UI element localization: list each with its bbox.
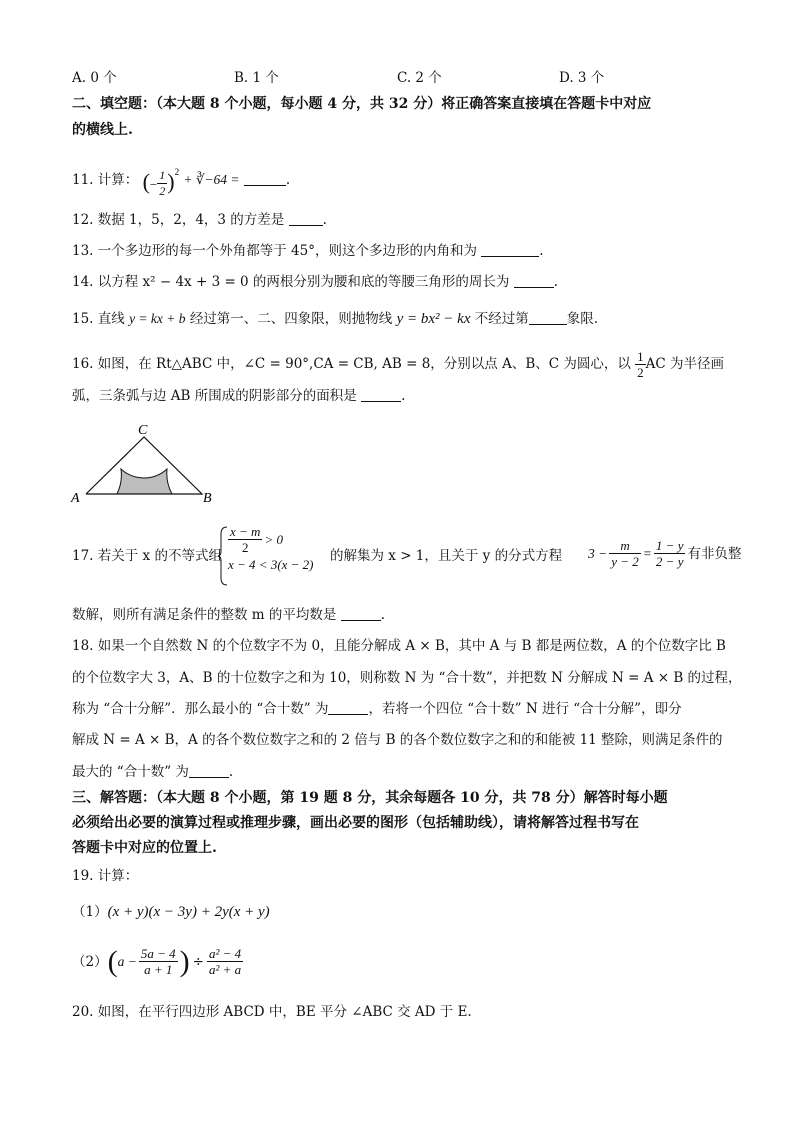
q15-post: 不经过第 bbox=[474, 311, 529, 327]
option-d: D. 3 个 bbox=[559, 70, 605, 86]
q16-text-b: AC 为半径画 bbox=[645, 356, 725, 372]
q17-ineq1-fraction: $\frac{x - m}{2}$ bbox=[230, 524, 261, 555]
section3-heading-l3: 答题卡中对应的位置上. bbox=[72, 840, 217, 856]
q15-mid: 经过第一、二、四象限，则抛物线 bbox=[189, 311, 393, 327]
shaded-region bbox=[117, 469, 172, 494]
q14-text: 14. 以方程 x² − 4x + 3 = 0 的两根分别为腰和底的等腰三角形的周长为 bbox=[72, 274, 510, 290]
triangle-figure bbox=[66, 420, 226, 510]
q17-ineq1-rhs: > 0 bbox=[264, 531, 283, 547]
q12-text: 12. 数据 1，5，2，4，3 的方差是 bbox=[72, 212, 285, 228]
q13-answer-blank[interactable] bbox=[481, 242, 539, 257]
q15-tail: 象限. bbox=[566, 311, 599, 327]
q17-inequality-system bbox=[228, 524, 314, 573]
q17-fraction-equation: 3 − $\frac{m}{y - 2}$ = $\frac{1 - y}{2 - y}$ 有非负整 bbox=[588, 538, 742, 569]
q16-half-fraction: $\frac{1}{2}$ bbox=[637, 349, 644, 380]
question-16-line1 bbox=[72, 349, 724, 380]
question-18-l4: 解成 N = A × B，A 的各个数位数字之和的 2 倍与 B 的各个数位数字之和的和能被 11 整除，则满足条件的 bbox=[72, 732, 723, 748]
q15-answer-blank[interactable] bbox=[529, 310, 567, 325]
section3-heading-l1: 三、解答题：（本大题 8 个小题，第 19 题 8 分，其余每题各 10 分，共 78 分）解答时每小题 bbox=[72, 790, 668, 806]
question-16-line2: 弧，三条弧与边 AB 所围成的阴影部分的面积是 . bbox=[72, 388, 406, 404]
question-12: 12. 数据 1，5，2，4，3 的方差是 . bbox=[72, 212, 327, 228]
vertex-b-label: B bbox=[203, 491, 212, 506]
question-18-l5: 最大的 “合十数” 为 . bbox=[72, 764, 234, 780]
option-b: B. 1 个 bbox=[234, 70, 279, 86]
question-13: 13. 一个多边形的每一个外角都等于 45°，则这个多边形的内角和为 . bbox=[72, 243, 544, 259]
q16-text-a: 16. 如图，在 Rt△ABC 中，∠C = 90°,CA = CB, AB = 8，分别以点 A、B、C 为圆心，以 bbox=[72, 356, 631, 372]
q17-ineq2: x − 4 < 3(x − 2) bbox=[228, 557, 314, 572]
vertex-c-label: C bbox=[138, 423, 148, 438]
section2-heading-cont: 的横线上. bbox=[72, 122, 133, 138]
q16-text-2: 弧，三条弧与边 AB 所围成的阴影部分的面积是 bbox=[72, 388, 357, 404]
q16-answer-blank[interactable] bbox=[361, 387, 401, 402]
q11-paren-expr: (− $\frac{1}{2}$ )$^2$ bbox=[142, 167, 180, 199]
question-17-line2: 数解，则所有满足条件的整数 m 的平均数是 . bbox=[72, 607, 385, 623]
q18-answer-blank-1[interactable] bbox=[328, 700, 368, 715]
q12-answer-blank[interactable] bbox=[289, 211, 323, 226]
q13-text: 13. 一个多边形的每一个外角都等于 45°，则这个多边形的内角和为 bbox=[72, 243, 477, 259]
q11-expr: + ∛−64 = bbox=[183, 172, 240, 188]
question-15 bbox=[72, 309, 598, 329]
section3-heading-l2: 必须给出必要的演算过程或推理步骤，画出必要的图形（包括辅助线），请将解答过程书写在 bbox=[72, 815, 639, 831]
question-11: 11. 计算： (− $\frac{1}{2}$ )$^2$ + ∛−64 = . bbox=[72, 162, 290, 199]
question-14: 14. 以方程 x² − 4x + 3 = 0 的两根分别为腰和底的等腰三角形的周长为 . bbox=[72, 274, 559, 290]
question-18-l1: 18. 如果一个自然数 N 的个位数字不为 0，且能分解成 A × B，其中 A 与 B 都是两位数，A 的个位数字比 B bbox=[72, 638, 726, 654]
q15-pre: 15. 直线 bbox=[72, 311, 125, 327]
question-19-part1: （1）(x + y)(x − 3y) + 2y(x + y) bbox=[72, 904, 270, 920]
question-17-prefix: 17. 若关于 x 的不等式组 bbox=[72, 548, 222, 564]
question-20: 20. 如图，在平行四边形 ABCD 中，BE 平分 ∠ABC 交 AD 于 E. bbox=[72, 1004, 472, 1020]
question-19-part2: （2） ( a − $\frac{5a - 4}{a + 1}$ ) ÷ $\frac{\text{a² − 4}}{\text{a² + a}}$ bbox=[72, 944, 242, 978]
q15-line-eq: y = kx + b bbox=[129, 311, 186, 326]
question-19-title: 19. 计算： bbox=[72, 868, 139, 884]
q18-answer-blank-2[interactable] bbox=[189, 763, 229, 778]
q14-answer-blank[interactable] bbox=[514, 273, 554, 288]
option-a: A. 0 个 bbox=[72, 70, 117, 86]
question-18-l2: 的个位数字大 3，A、B 的十位数字之和为 10，则称数 N 为 “合十数”，并把数 N 分解成 N = A × B 的过程， bbox=[72, 670, 742, 686]
option-c: C. 2 个 bbox=[397, 70, 442, 86]
section2-heading: 二、填空题：（本大题 8 个小题，每小题 4 分，共 32 分）将正确答案直接填在答题卡中对应 bbox=[72, 96, 652, 112]
q15-parabola-eq: y = bx² − kx bbox=[396, 311, 471, 327]
q11-prefix: 11. 计算： bbox=[72, 172, 139, 189]
q17-mid: 的解集为 x > 1，且关于 y 的分式方程 bbox=[330, 548, 563, 564]
q11-answer-blank[interactable] bbox=[244, 171, 286, 186]
question-18-l3: 称为 “合十分解”．那么最小的 “合十数” 为 ，若将一个四位 “合十数” N 进行 “合十分解”，即分 bbox=[72, 701, 682, 717]
vertex-a-label: A bbox=[71, 491, 80, 506]
q17-answer-blank[interactable] bbox=[341, 606, 381, 621]
